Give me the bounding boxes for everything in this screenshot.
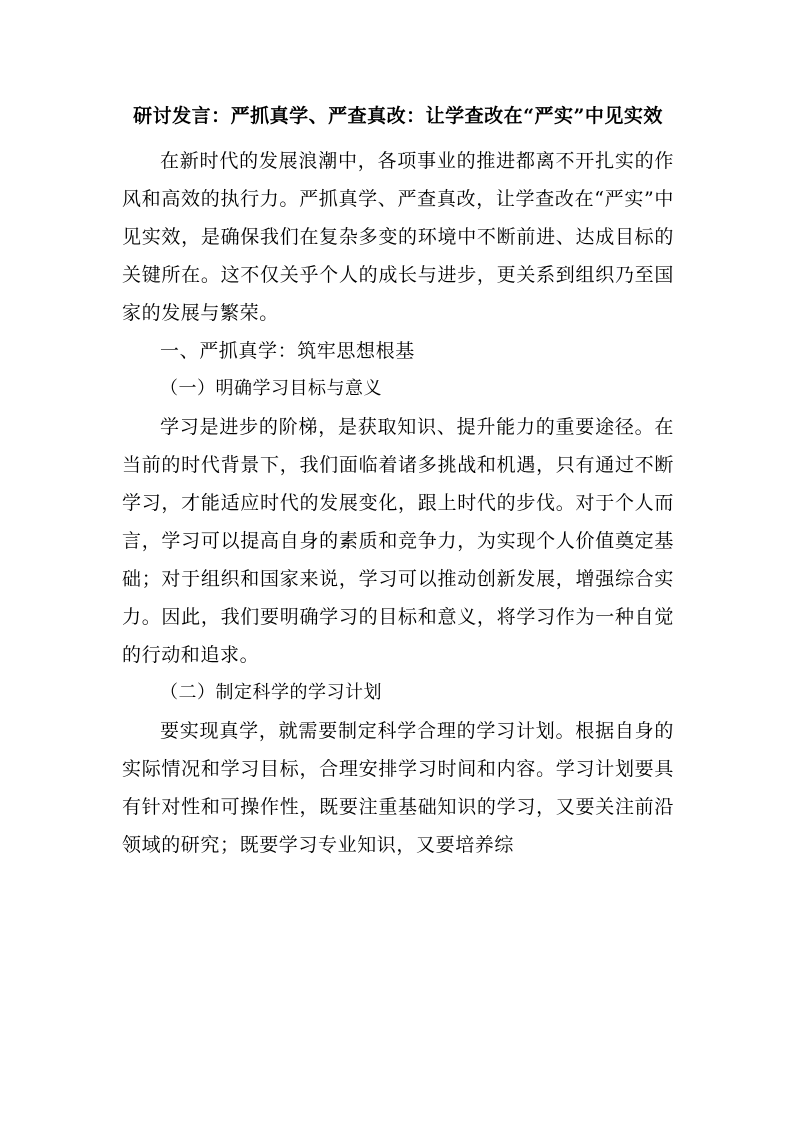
subsection-heading-1: （一）明确学习目标与意义 <box>160 378 382 399</box>
subsection-heading-2: （二）制定科学的学习计划 <box>160 682 382 703</box>
document-title: 研讨发言：严抓真学、严查真改：让学查改在“严实”中见实效 <box>133 105 663 127</box>
subsection-paragraph-2: 要实现真学，就需要制定科学合理的学习计划。根据自身的实际情况和学习目标，合理安排学习时间和内容。学习计划要具有针对性和可操作性，既要注重基础知识的学习，又要关注前沿领域的研究；既要学习专业知识，又要培养综 <box>122 720 674 856</box>
intro-paragraph: 在新时代的发展浪潮中，各项事业的推进都离不开扎实的作风和高效的执行力。严抓真学、严查真改，让学查改在“严实”中见实效，是确保我们在复杂多变的环境中不断前进、达成目标的关键所在。这不仅关乎个人的成长与进步，更关系到组织乃至国家的发展与繁荣。 <box>122 150 674 324</box>
document-body <box>122 96 674 864</box>
subsection-paragraph-1: 学习是进步的阶梯，是获取知识、提升能力的重要途径。在当前的时代背景下，我们面临着诸多挑战和机遇，只有通过不断学习，才能适应时代的发展变化，跟上时代的步伐。对于个人而言，学习可以提高自身的素质和竞争力，为实现个人价值奠定基础；对于组织和国家来说，学习可以推动创新发展，增强综合实力。因此，我们要明确学习的目标和意义，将学习作为一种自觉的行动和追求。 <box>122 416 674 666</box>
section-heading-1: 一、严抓真学：筑牢思想根基 <box>160 340 415 362</box>
